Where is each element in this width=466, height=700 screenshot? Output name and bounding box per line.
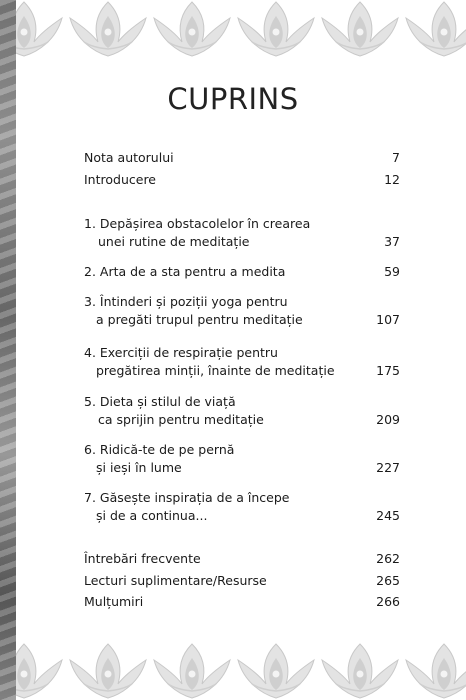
toc-entry-label: 7. Găsește inspirația de a începe [84, 490, 290, 505]
toc-entry-label: 4. Exerciții de respirație pentru [84, 345, 278, 360]
toc-entry-label: Lecturi suplimentare/Resurse [84, 573, 267, 588]
toc-entry-label: 6. Ridică-te de pe pernă [84, 442, 235, 457]
toc-entry-label-line2: și ieși în lume [96, 460, 182, 475]
toc-entry-page: 209 [376, 412, 400, 427]
page-title: CUPRINS [167, 82, 299, 116]
toc-entry-page: 266 [376, 594, 400, 609]
toc-entry-page: 7 [392, 150, 400, 165]
toc-entry-label-line2: unei rutine de meditație [98, 234, 250, 249]
toc-entry-page: 37 [384, 234, 400, 249]
toc-entry-page: 175 [376, 363, 400, 378]
toc-entry-label: 2. Arta de a sta pentru a medita [84, 264, 286, 279]
toc-entry-label-line2: pregătirea minții, înainte de meditație [96, 363, 335, 378]
toc-entry-label: Nota autorului [84, 150, 174, 165]
toc-entry-page: 227 [376, 460, 400, 475]
toc-entry-page: 59 [384, 264, 400, 279]
toc-entry-label: Introducere [84, 172, 156, 187]
toc-entry-label-line2: a pregăti trupul pentru meditație [96, 312, 303, 327]
toc-entry-page: 107 [376, 312, 400, 327]
toc-entry-label: 1. Depășirea obstacolelor în crearea [84, 216, 311, 231]
toc-entry-label-line2: și de a continua... [96, 508, 208, 523]
toc-entry-label-line2: ca sprijin pentru meditație [98, 412, 264, 427]
toc-entry-page: 262 [376, 551, 400, 566]
toc-entry-label: 3. Întinderi și poziții yoga pentru [84, 294, 288, 309]
toc-entry-label: Mulțumiri [84, 594, 144, 609]
toc-entry-page: 12 [384, 172, 400, 187]
toc-entry-page: 245 [376, 508, 400, 523]
top-lotus-border [16, 0, 466, 62]
toc-entry-label: 5. Dieta și stilul de viață [84, 394, 236, 409]
toc-entry-page: 265 [376, 573, 400, 588]
bottom-lotus-border [16, 638, 466, 700]
toc-entry-label: Întrebări frecvente [84, 551, 201, 566]
